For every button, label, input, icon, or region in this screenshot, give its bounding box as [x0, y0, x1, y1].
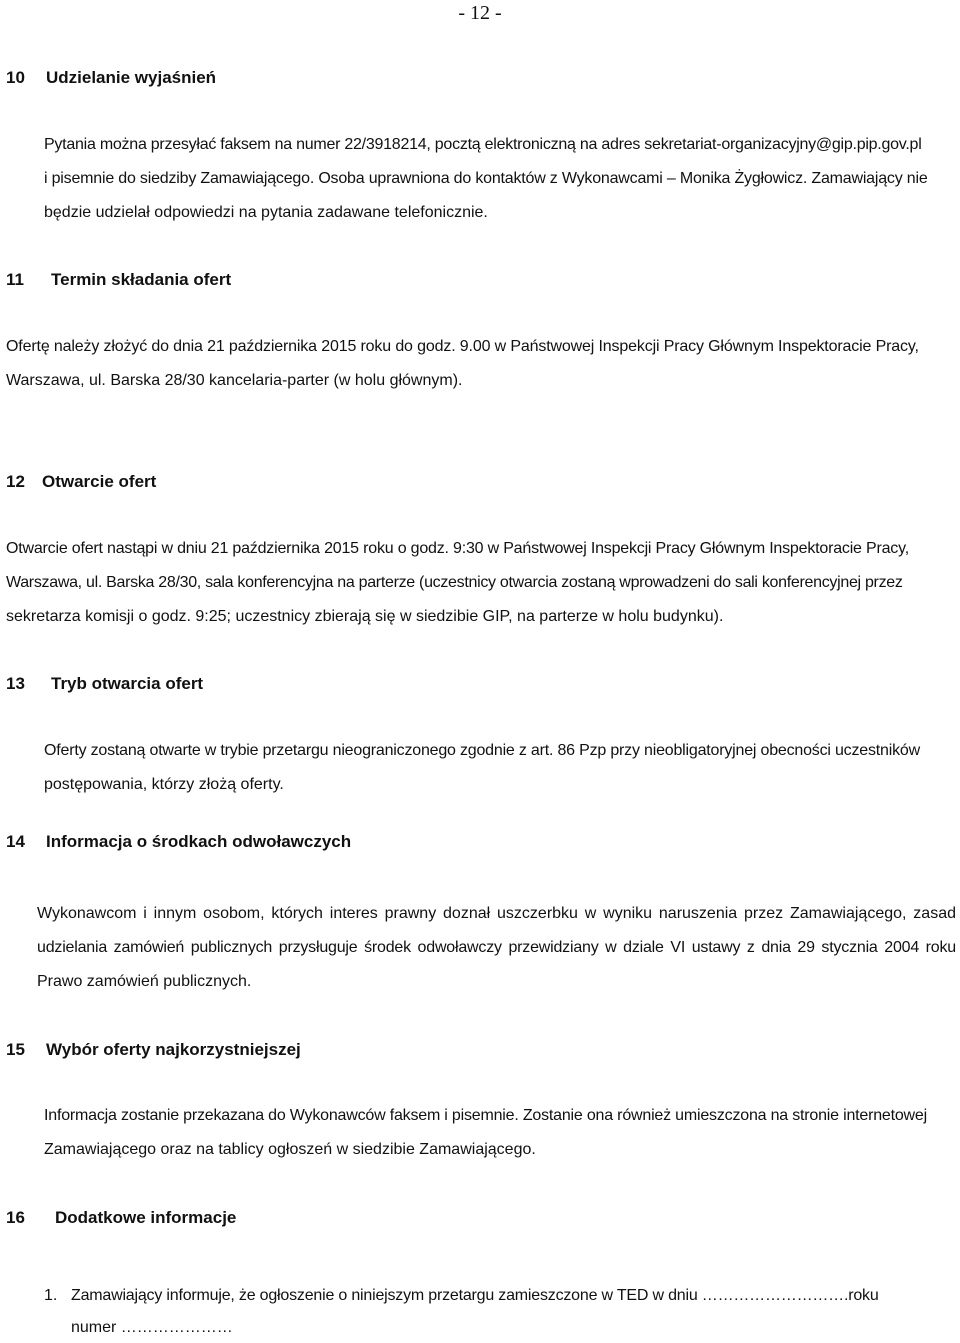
section-title: Wybór oferty najkorzystniejszej	[46, 1040, 301, 1059]
section-number: 12	[6, 472, 25, 491]
paragraph-line: udzielania zamówień publicznych przysługuje środek odwoławczy przewidziany w dziale VI ustawy z dnia 29 stycznia 2004 roku	[37, 939, 956, 956]
section-number: 14	[6, 832, 25, 851]
paragraph-line: Ofertę należy złożyć do dnia 21 października 2015 roku do godz. 9.00 w Państwowej Inspekcji Pracy Głównym Inspektoracie Pracy,	[6, 338, 919, 355]
section-number: 13	[6, 674, 25, 693]
paragraph-line: będzie udzielał odpowiedzi na pytania zadawane telefonicznie.	[44, 204, 488, 221]
section-title: Termin składania ofert	[51, 270, 232, 289]
paragraph-line: postępowania, którzy złożą oferty.	[44, 776, 284, 793]
paragraph-line: Oferty zostaną otwarte w trybie przetargu nieograniczonego zgodnie z art. 86 Pzp przy nieobligatoryjnej obecności uczestników	[44, 742, 920, 759]
section-number: 11	[6, 270, 24, 289]
paragraph-line: Warszawa, ul. Barska 28/30 kancelaria-parter (w holu głównym).	[6, 372, 463, 389]
section-10-body	[44, 128, 956, 230]
section-12-body	[6, 532, 956, 634]
section-number: 10	[6, 68, 25, 87]
paragraph-line: i pisemnie do siedziby Zamawiającego. Osoba uprawniona do kontaktów z Wykonawcami – Monika Żygłowicz. Zamawiający nie	[44, 170, 928, 187]
section-14-body	[37, 897, 956, 999]
section-title: Udzielanie wyjaśnień	[46, 68, 217, 87]
list-item	[44, 1279, 956, 1343]
page-number: - 12 -	[458, 2, 502, 24]
paragraph-line: Zamawiającego oraz na tablicy ogłoszeń w siedzibie Zamawiającego.	[44, 1141, 536, 1158]
section-title: Dodatkowe informacje	[55, 1208, 237, 1227]
section-15-body	[44, 1099, 956, 1167]
section-title: Tryb otwarcia ofert	[51, 674, 204, 693]
paragraph-line: Informacja zostanie przekazana do Wykonawców faksem i pisemnie. Zostanie ona również umieszczona na stronie internetowej	[44, 1107, 927, 1124]
paragraph-line: Prawo zamówień publicznych.	[37, 973, 252, 990]
section-title: Otwarcie ofert	[42, 472, 157, 491]
paragraph-line: numer …………………	[71, 1319, 233, 1336]
list-number: 1.	[44, 1287, 58, 1304]
paragraph-line: Otwarcie ofert nastąpi w dniu 21 października 2015 roku o godz. 9:30 w Państwowej Inspekcji Pracy Głównym Inspektoracie Pracy,	[6, 540, 909, 557]
section-13-body	[44, 734, 956, 802]
section-16-list	[44, 1279, 956, 1343]
section-number: 15	[6, 1040, 25, 1059]
paragraph-line: Wykonawcom i innym osobom, których interes prawny doznał uszczerbku w wyniku naruszenia przez Zamawiającego, zasad	[37, 905, 956, 922]
paragraph-line: Zamawiający informuje, że ogłoszenie o niniejszym przetargu zamieszczone w TED w dniu ……………………….roku	[71, 1287, 879, 1304]
paragraph-line: Warszawa, ul. Barska 28/30, sala konferencyjna na parterze (uczestnicy otwarcia zostaną wprowadzeni do sali konferencyjnej przez	[6, 574, 903, 591]
paragraph-line: Pytania można przesyłać faksem na numer 22/3918214, pocztą elektroniczną na adres sekretariat-organizacyjny@gip.pip.gov.pl	[44, 136, 922, 153]
paragraph-line: sekretarza komisji o godz. 9:25; uczestnicy zbierają się w siedzibie GIP, na parterze w holu budynku).	[6, 608, 724, 625]
section-number: 16	[6, 1208, 25, 1227]
section-title: Informacja o środkach odwoławczych	[46, 832, 352, 851]
section-11-body	[6, 330, 956, 398]
